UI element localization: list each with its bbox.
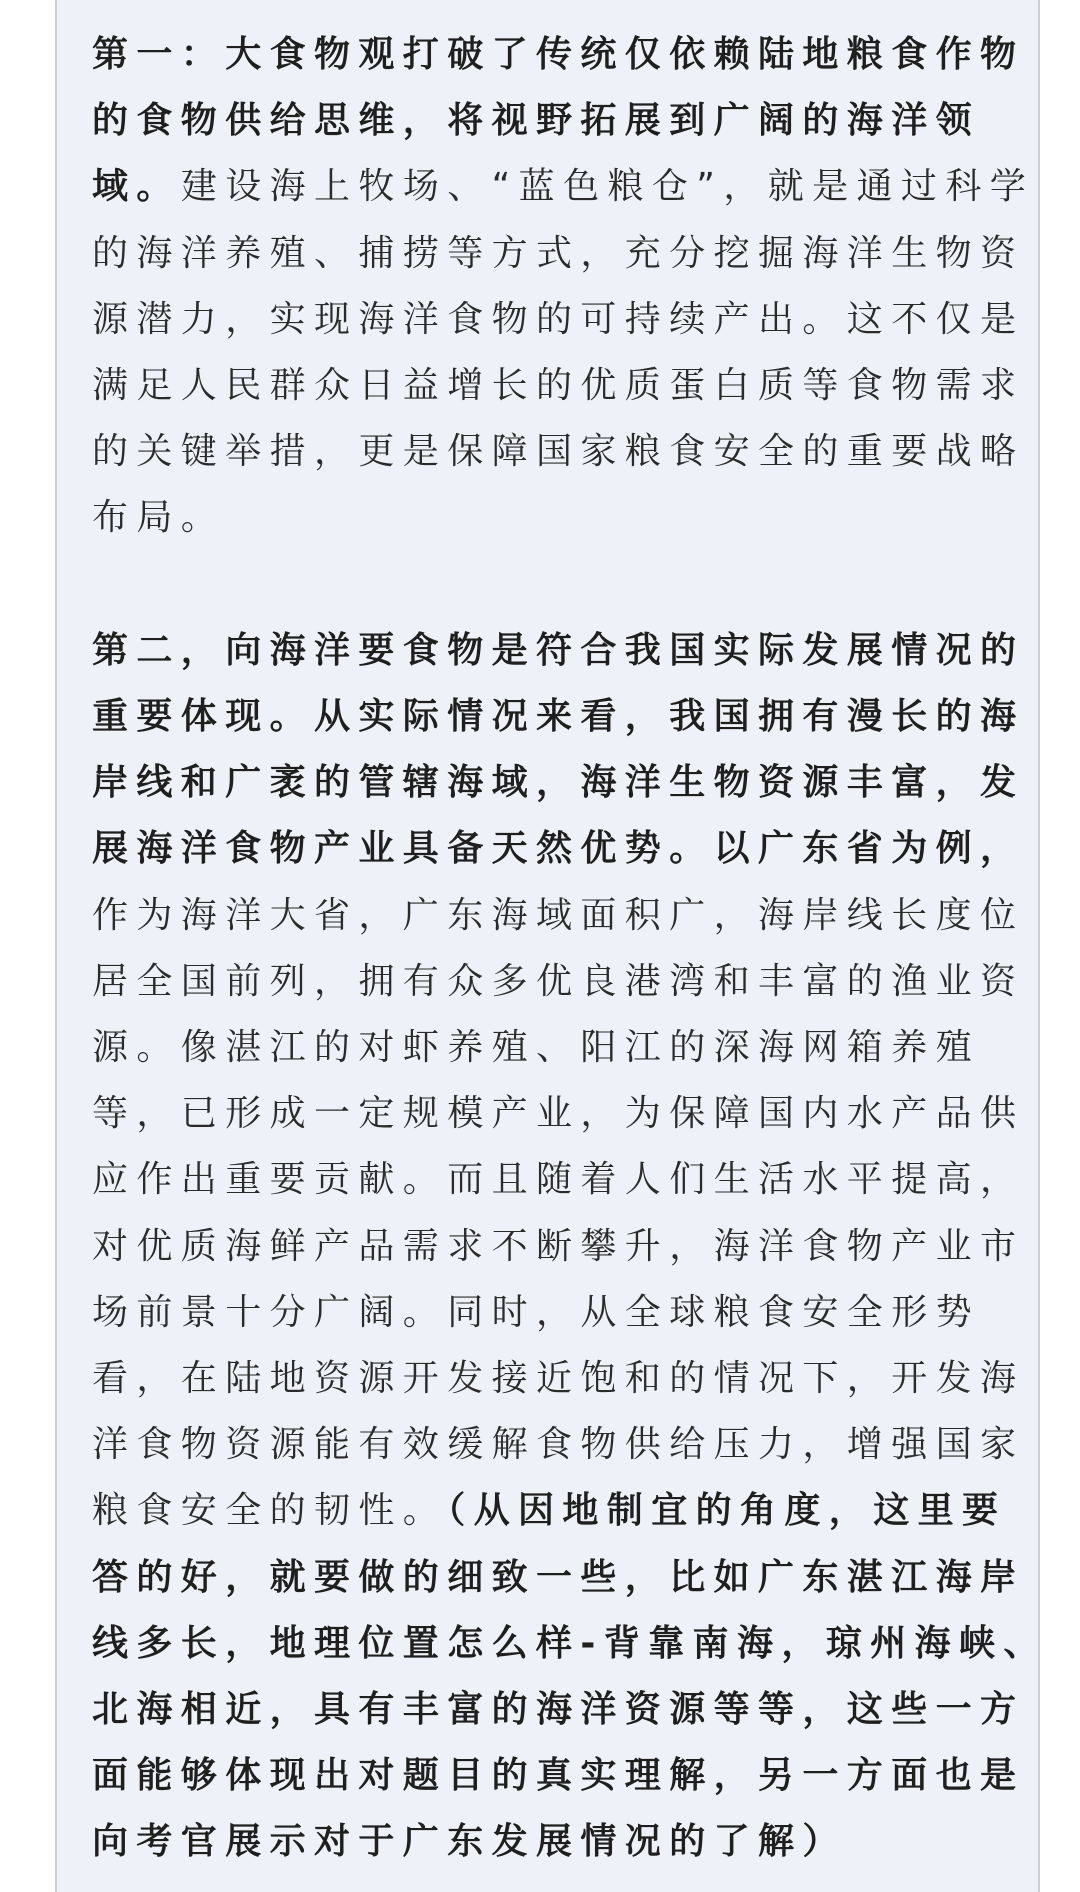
paragraph-2-line-18: [92, 1743, 1025, 1809]
normal-text: 看，在陆地资源开发接近饱和的情况下，开发海: [92, 1358, 1025, 1400]
normal-text: 对优质海鲜产品需求不断攀升，海洋食物产业市: [92, 1225, 1025, 1267]
bold-text: 线多长，地理位置怎么样-背靠南海，琼州海峡、: [92, 1622, 1048, 1664]
paragraph-2-line-2: [92, 684, 1025, 750]
normal-text: 洋食物资源能有效缓解食物供给压力，增强国家: [92, 1424, 1025, 1466]
paragraph-1: [92, 22, 1035, 552]
paragraph-2-line-12: [92, 1346, 1025, 1412]
paragraph-2-line-13: [92, 1412, 1025, 1478]
paragraph-1-line-2: [92, 88, 1022, 154]
normal-text: 居全国前列，拥有众多优良港湾和丰富的渔业资: [92, 960, 1025, 1002]
bold-text: 重要体现。从实际情况来看，我国拥有漫长的海: [92, 696, 1025, 738]
paragraph-2-line-8: [92, 1081, 1025, 1147]
paragraph-2-line-17: [92, 1677, 1025, 1743]
paragraph-1-line-7: [92, 419, 1025, 485]
paragraph-1-line-6: [92, 353, 1025, 419]
paragraph-2-line-1: [92, 618, 1025, 684]
paragraph-1-line-8: [92, 485, 1022, 551]
paragraph-2-line-14: [92, 1478, 1022, 1544]
bold-text: 岸线和广袤的管辖海域，海洋生物资源丰富，发: [92, 762, 1025, 804]
paragraph-gap: [92, 552, 1022, 618]
paragraph-2-line-5: [92, 883, 1025, 949]
bold-text: 答的好，就要做的细致一些，比如广东湛江海岸: [92, 1556, 1025, 1598]
normal-text: 粮食安全的韧性。: [92, 1490, 448, 1532]
normal-text: 应作出重要贡献。而且随着人们生活水平提高，: [92, 1159, 1025, 1201]
bold-text: 展海洋食物产业具备天然优势。以广东省为例，: [92, 828, 1025, 870]
bold-text-after: （从因地制宜的角度，这里要: [447, 1490, 1007, 1532]
normal-text: 满足人民群众日益增长的优质蛋白质等食物需求: [92, 365, 1025, 407]
normal-text: 场前景十分广阔。同时，从全球粮食安全形势: [92, 1291, 981, 1333]
paragraph-2-line-9: [92, 1147, 1025, 1213]
bold-text: 向考官展示对于广东发展情况的了解）: [92, 1821, 847, 1863]
paragraph-1-line-4: [92, 221, 1025, 287]
paragraph-2: [92, 618, 1048, 1876]
normal-text: 源潜力，实现海洋食物的可持续产出。这不仅是: [92, 298, 1025, 340]
normal-text: 的海洋养殖、捕捞等方式，充分挖掘海洋生物资: [92, 232, 1025, 274]
paragraph-2-line-7: [92, 1015, 1022, 1081]
article-content: [92, 22, 1048, 1876]
bold-text: 域。: [92, 166, 181, 208]
paragraph-1-line-3: [92, 154, 1035, 220]
bold-text: 的食物供给思维，将视野拓展到广阔的海洋领: [92, 100, 981, 142]
paragraph-2-line-3: [92, 750, 1025, 816]
bold-text: 面能够体现出对题目的真实理解，另一方面也是: [92, 1755, 1025, 1797]
paragraph-1-line-1: [92, 22, 1025, 88]
paragraph-2-line-6: [92, 949, 1025, 1015]
bold-text: 第一：大食物观打破了传统仅依赖陆地粮食作物: [92, 34, 1025, 75]
normal-text: 等，已形成一定规模产业，为保障国内水产品供: [92, 1093, 1025, 1135]
paragraph-2-line-16: [92, 1611, 1048, 1677]
normal-text: 建设海上牧场、“蓝色粮仓”，就是通过科学: [180, 166, 1035, 208]
normal-text: 的关键举措，更是保障国家粮食安全的重要战略: [92, 431, 1025, 473]
paragraph-2-line-4: [92, 816, 1025, 882]
paragraph-2-line-11: [92, 1280, 1022, 1346]
paragraph-2-line-15: [92, 1545, 1025, 1611]
paragraph-2-line-19: [92, 1809, 1022, 1875]
paragraph-2-line-10: [92, 1214, 1025, 1280]
bold-text: 第二，向海洋要食物是符合我国实际发展情况的: [92, 629, 1025, 671]
normal-text: 作为海洋大省，广东海域面积广，海岸线长度位: [92, 894, 1025, 936]
normal-text: 源。像湛江的对虾养殖、阳江的深海网箱养殖: [92, 1027, 981, 1069]
normal-text: 布局。: [92, 497, 226, 539]
paragraph-1-line-5: [92, 287, 1025, 353]
bold-text: 北海相近，具有丰富的海洋资源等等，这些一方: [92, 1689, 1025, 1731]
